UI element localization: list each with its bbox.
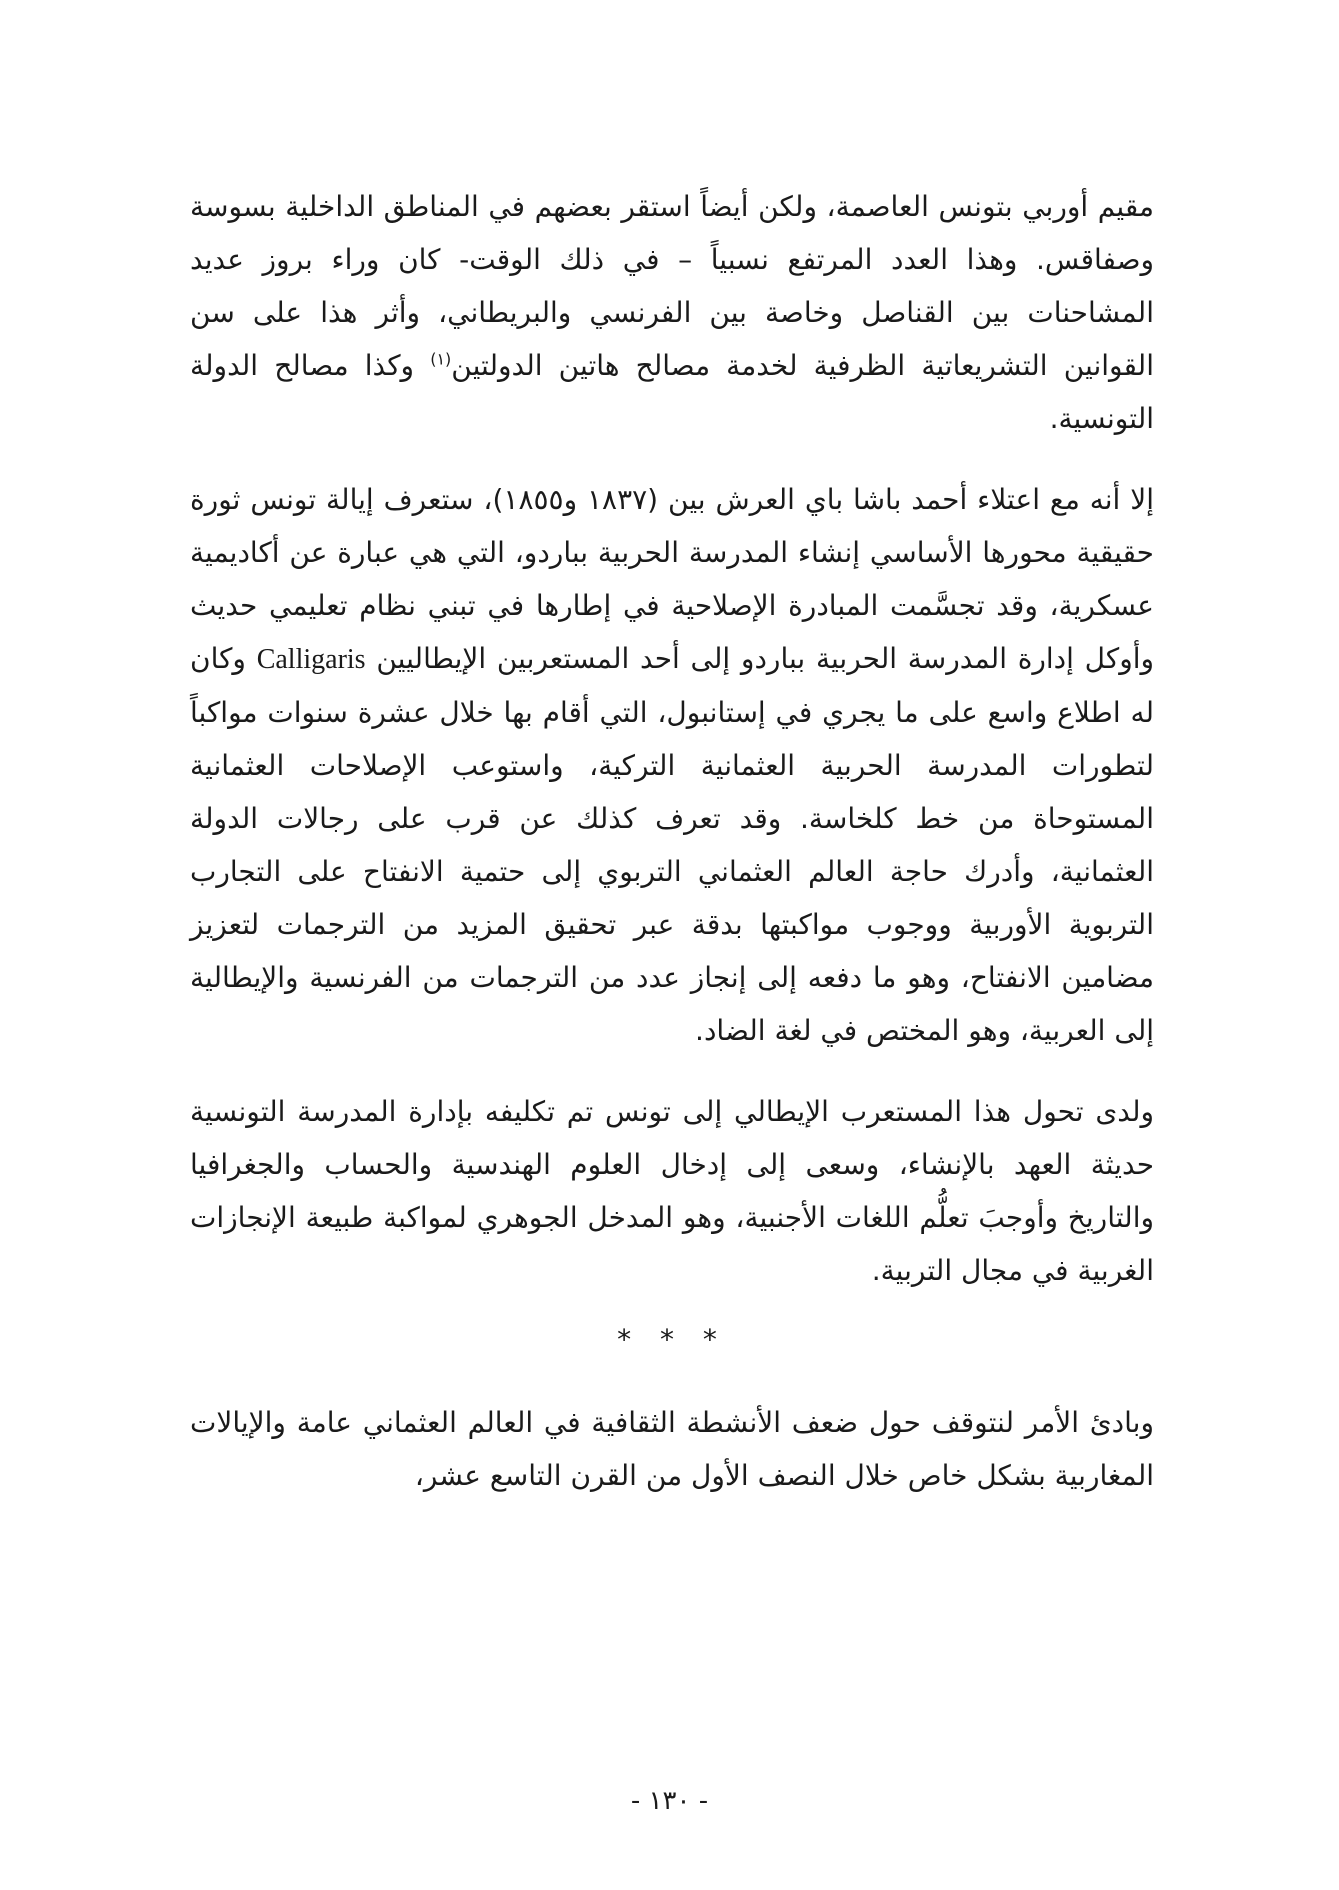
paragraph-text: إلا أنه مع اعتلاء أحمد باشا باي العرش بين (١٨٣٧ و١٨٥٥)، ستعرف إيالة تونس ثورة حقيقية محورها الأساسي إنشاء المدرسة الحربية بباردو، التي هي عبارة عن أكاديمية عسكرية، وقد تجسَّمت المبادرة الإصلاحية في إطارها في تبني نظام تعليمي حديث وأوكل إدارة المدرسة الحربية بباردو إلى أحد المستعربين الإيطاليين bbox=[190, 483, 1155, 675]
paragraph-consular-disputes bbox=[190, 180, 1154, 445]
paragraph-text: وبادئ الأمر لنتوقف حول ضعف الأنشطة الثقافية في العالم العثماني عامة والإيالات المغاربية بشكل خاص خلال النصف الأول من القرن التاسع عشر، bbox=[190, 1406, 1154, 1492]
paragraph-cultural-activities bbox=[190, 1396, 1154, 1502]
document-page bbox=[190, 180, 1154, 1502]
paragraph-text-continued: وكان له اطلاع واسع على ما يجري في إستانبول، التي أقام بها خلال عشرة سنوات مواكباً لتطورات المدرسة الحربية العثمانية التركية، واستوعب الإصلاحات العثمانية المستوحاة من خط كلخاسة. وقد تعرف كذلك عن قرب على رجالات الدولة العثمانية، وأدرك حاجة العالم العثماني التربوي إلى حتمية الانفتاح على التجارب التربوية الأوربية ووجوب مواكبتها بدقة عبر تحقيق المزيد من الترجمات لتعزيز مضامين الانفتاح، وهو ما دفعه إلى إنجاز عدد من الترجمات من الفرنسية والإيطالية إلى العربية، وهو المختص في لغة الضاد. bbox=[190, 642, 1154, 1047]
paragraph-arabist-tunis bbox=[190, 1085, 1154, 1297]
latin-name: Calligaris bbox=[256, 644, 366, 675]
footnote-reference: (١) bbox=[430, 349, 452, 369]
page-number: - ١٣٠ - bbox=[630, 1786, 709, 1816]
paragraph-military-school bbox=[190, 473, 1154, 1057]
paragraph-text: مقيم أوربي بتونس العاصمة، ولكن أيضاً استقر بعضهم في المناطق الداخلية بسوسة وصفاقس. وهذا العدد المرتفع نسبياً – في ذلك الوقت- كان وراء بروز عديد المشاحنات بين القناصل وخاصة بين الفرنسي والبريطاني، وأثر هذا على سن القوانين التشريعاتية الظرفية لخدمة مصالح هاتين الدولتين bbox=[190, 190, 1154, 382]
paragraph-text-continued: وكذا مصالح الدولة التونسية. bbox=[190, 349, 1154, 435]
section-separator: * * * bbox=[617, 1323, 727, 1356]
paragraph-text: ولدى تحول هذا المستعرب الإيطالي إلى تونس تم تكليفه بإدارة المدرسة التونسية حديثة العهد بالإنشاء، وسعى إلى إدخال العلوم الهندسية والحساب والجغرافيا والتاريخ وأوجبَ تعلُّم اللغات الأجنبية، وهو المدخل الجوهري لمواكبة طبيعة الإنجازات الغربية في مجال التربية. bbox=[190, 1095, 1154, 1287]
